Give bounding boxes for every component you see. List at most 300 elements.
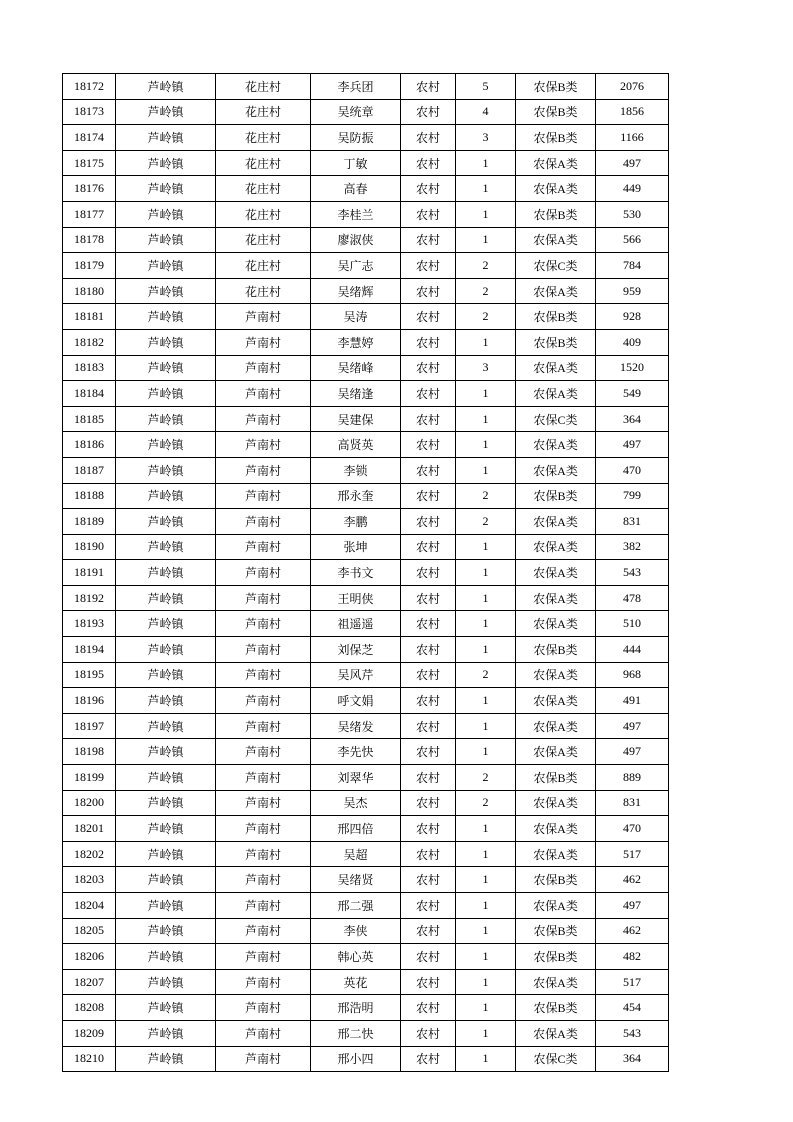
cell-category: 农保A类 [516, 688, 596, 714]
cell-village: 芦南村 [216, 867, 311, 893]
cell-count: 2 [456, 278, 516, 304]
cell-id: 18207 [63, 969, 116, 995]
cell-category: 农保A类 [516, 713, 596, 739]
cell-residence: 农村 [401, 841, 456, 867]
cell-id: 18197 [63, 713, 116, 739]
cell-village: 芦南村 [216, 483, 311, 509]
table-row [63, 150, 669, 176]
cell-amount: 364 [596, 406, 669, 432]
cell-village: 芦南村 [216, 713, 311, 739]
table-row [63, 304, 669, 330]
table-body [63, 74, 669, 1072]
cell-id: 18184 [63, 381, 116, 407]
cell-residence: 农村 [401, 662, 456, 688]
cell-residence: 农村 [401, 509, 456, 535]
cell-residence: 农村 [401, 176, 456, 202]
cell-count: 1 [456, 534, 516, 560]
cell-town: 芦岭镇 [116, 253, 216, 279]
cell-id: 18189 [63, 509, 116, 535]
cell-village: 芦南村 [216, 1020, 311, 1046]
table-row [63, 969, 669, 995]
cell-town: 芦岭镇 [116, 432, 216, 458]
cell-town: 芦岭镇 [116, 176, 216, 202]
cell-residence: 农村 [401, 585, 456, 611]
cell-amount: 497 [596, 150, 669, 176]
cell-amount: 1166 [596, 125, 669, 151]
cell-village: 芦南村 [216, 304, 311, 330]
cell-name: 吴绪发 [311, 713, 401, 739]
cell-town: 芦岭镇 [116, 457, 216, 483]
cell-amount: 497 [596, 432, 669, 458]
cell-id: 18208 [63, 995, 116, 1021]
table-row [63, 765, 669, 791]
cell-village: 芦南村 [216, 406, 311, 432]
cell-category: 农保A类 [516, 355, 596, 381]
cell-village: 芦南村 [216, 457, 311, 483]
cell-residence: 农村 [401, 304, 456, 330]
cell-category: 农保A类 [516, 227, 596, 253]
cell-amount: 1520 [596, 355, 669, 381]
cell-category: 农保B类 [516, 918, 596, 944]
cell-count: 2 [456, 509, 516, 535]
cell-village: 花庄村 [216, 125, 311, 151]
table-row [63, 611, 669, 637]
cell-id: 18199 [63, 765, 116, 791]
cell-category: 农保A类 [516, 457, 596, 483]
cell-category: 农保A类 [516, 585, 596, 611]
cell-town: 芦岭镇 [116, 150, 216, 176]
cell-name: 廖淑侠 [311, 227, 401, 253]
cell-residence: 农村 [401, 432, 456, 458]
cell-id: 18209 [63, 1020, 116, 1046]
cell-count: 3 [456, 355, 516, 381]
cell-residence: 农村 [401, 611, 456, 637]
cell-name: 吴绪逢 [311, 381, 401, 407]
cell-town: 芦岭镇 [116, 99, 216, 125]
cell-count: 5 [456, 74, 516, 100]
table-row [63, 893, 669, 919]
cell-amount: 831 [596, 790, 669, 816]
cell-town: 芦岭镇 [116, 509, 216, 535]
cell-residence: 农村 [401, 560, 456, 586]
cell-residence: 农村 [401, 99, 456, 125]
table-row [63, 560, 669, 586]
cell-category: 农保B类 [516, 329, 596, 355]
cell-village: 芦南村 [216, 662, 311, 688]
cell-category: 农保B类 [516, 483, 596, 509]
cell-name: 李锁 [311, 457, 401, 483]
cell-village: 芦南村 [216, 739, 311, 765]
table-row [63, 688, 669, 714]
cell-residence: 农村 [401, 278, 456, 304]
table-row [63, 355, 669, 381]
table-row [63, 637, 669, 663]
cell-count: 2 [456, 304, 516, 330]
cell-village: 花庄村 [216, 99, 311, 125]
cell-village: 芦南村 [216, 432, 311, 458]
cell-category: 农保A类 [516, 611, 596, 637]
cell-residence: 农村 [401, 534, 456, 560]
cell-residence: 农村 [401, 406, 456, 432]
cell-residence: 农村 [401, 688, 456, 714]
cell-town: 芦岭镇 [116, 790, 216, 816]
table-row [63, 201, 669, 227]
cell-town: 芦岭镇 [116, 765, 216, 791]
cell-count: 1 [456, 560, 516, 586]
cell-residence: 农村 [401, 944, 456, 970]
cell-id: 18176 [63, 176, 116, 202]
cell-amount: 491 [596, 688, 669, 714]
cell-category: 农保A类 [516, 841, 596, 867]
cell-amount: 409 [596, 329, 669, 355]
cell-name: 吴涛 [311, 304, 401, 330]
cell-village: 花庄村 [216, 227, 311, 253]
cell-town: 芦岭镇 [116, 585, 216, 611]
table-row [63, 1046, 669, 1072]
table-row [63, 74, 669, 100]
cell-category: 农保A类 [516, 560, 596, 586]
cell-category: 农保A类 [516, 1020, 596, 1046]
cell-name: 邢二快 [311, 1020, 401, 1046]
cell-count: 1 [456, 969, 516, 995]
cell-id: 18178 [63, 227, 116, 253]
cell-residence: 农村 [401, 125, 456, 151]
cell-residence: 农村 [401, 355, 456, 381]
cell-town: 芦岭镇 [116, 918, 216, 944]
cell-amount: 482 [596, 944, 669, 970]
cell-village: 芦南村 [216, 816, 311, 842]
cell-category: 农保A类 [516, 816, 596, 842]
table-row [63, 841, 669, 867]
cell-name: 李先快 [311, 739, 401, 765]
cell-residence: 农村 [401, 867, 456, 893]
cell-count: 1 [456, 816, 516, 842]
cell-name: 邢小四 [311, 1046, 401, 1072]
cell-id: 18200 [63, 790, 116, 816]
cell-name: 李兵团 [311, 74, 401, 100]
cell-category: 农保B类 [516, 74, 596, 100]
cell-village: 芦南村 [216, 969, 311, 995]
cell-town: 芦岭镇 [116, 381, 216, 407]
cell-amount: 470 [596, 457, 669, 483]
cell-village: 芦南村 [216, 611, 311, 637]
cell-amount: 517 [596, 841, 669, 867]
cell-residence: 农村 [401, 816, 456, 842]
table-row [63, 432, 669, 458]
cell-amount: 959 [596, 278, 669, 304]
cell-residence: 农村 [401, 995, 456, 1021]
cell-id: 18191 [63, 560, 116, 586]
cell-residence: 农村 [401, 74, 456, 100]
cell-amount: 497 [596, 893, 669, 919]
cell-id: 18196 [63, 688, 116, 714]
cell-village: 芦南村 [216, 534, 311, 560]
table-row [63, 99, 669, 125]
cell-name: 吴广志 [311, 253, 401, 279]
cell-town: 芦岭镇 [116, 867, 216, 893]
cell-name: 高贤英 [311, 432, 401, 458]
cell-amount: 517 [596, 969, 669, 995]
table-row [63, 713, 669, 739]
cell-amount: 449 [596, 176, 669, 202]
cell-id: 18172 [63, 74, 116, 100]
cell-name: 李书文 [311, 560, 401, 586]
cell-residence: 农村 [401, 765, 456, 791]
cell-id: 18194 [63, 637, 116, 663]
cell-village: 花庄村 [216, 176, 311, 202]
cell-amount: 510 [596, 611, 669, 637]
cell-category: 农保A类 [516, 739, 596, 765]
cell-id: 18202 [63, 841, 116, 867]
cell-village: 花庄村 [216, 201, 311, 227]
cell-village: 花庄村 [216, 278, 311, 304]
cell-count: 1 [456, 918, 516, 944]
cell-residence: 农村 [401, 969, 456, 995]
cell-id: 18188 [63, 483, 116, 509]
cell-name: 邢浩明 [311, 995, 401, 1021]
cell-amount: 968 [596, 662, 669, 688]
cell-name: 李侠 [311, 918, 401, 944]
cell-id: 18179 [63, 253, 116, 279]
cell-name: 邢四倍 [311, 816, 401, 842]
cell-category: 农保A类 [516, 893, 596, 919]
table-row [63, 278, 669, 304]
cell-count: 1 [456, 227, 516, 253]
cell-name: 吴绪峰 [311, 355, 401, 381]
cell-town: 芦岭镇 [116, 893, 216, 919]
cell-name: 呼文娟 [311, 688, 401, 714]
table-row [63, 125, 669, 151]
table-row [63, 176, 669, 202]
cell-village: 芦南村 [216, 509, 311, 535]
cell-amount: 889 [596, 765, 669, 791]
cell-count: 1 [456, 944, 516, 970]
cell-count: 1 [456, 406, 516, 432]
table-row [63, 534, 669, 560]
cell-category: 农保B类 [516, 765, 596, 791]
table-row [63, 739, 669, 765]
cell-residence: 农村 [401, 253, 456, 279]
cell-amount: 1856 [596, 99, 669, 125]
cell-id: 18174 [63, 125, 116, 151]
table-row [63, 995, 669, 1021]
cell-count: 1 [456, 893, 516, 919]
cell-residence: 农村 [401, 713, 456, 739]
cell-amount: 364 [596, 1046, 669, 1072]
cell-town: 芦岭镇 [116, 227, 216, 253]
cell-village: 花庄村 [216, 150, 311, 176]
cell-count: 1 [456, 995, 516, 1021]
cell-count: 1 [456, 150, 516, 176]
cell-town: 芦岭镇 [116, 1020, 216, 1046]
cell-amount: 784 [596, 253, 669, 279]
cell-village: 芦南村 [216, 841, 311, 867]
cell-residence: 农村 [401, 739, 456, 765]
cell-category: 农保A类 [516, 176, 596, 202]
table-row [63, 253, 669, 279]
cell-id: 18175 [63, 150, 116, 176]
cell-amount: 462 [596, 918, 669, 944]
cell-id: 18181 [63, 304, 116, 330]
cell-village: 花庄村 [216, 74, 311, 100]
table-row [63, 662, 669, 688]
cell-residence: 农村 [401, 201, 456, 227]
cell-village: 芦南村 [216, 637, 311, 663]
cell-village: 芦南村 [216, 329, 311, 355]
cell-category: 农保B类 [516, 995, 596, 1021]
cell-village: 芦南村 [216, 1046, 311, 1072]
cell-amount: 566 [596, 227, 669, 253]
table-row [63, 457, 669, 483]
cell-name: 张坤 [311, 534, 401, 560]
cell-category: 农保A类 [516, 790, 596, 816]
cell-id: 18192 [63, 585, 116, 611]
cell-town: 芦岭镇 [116, 841, 216, 867]
cell-count: 2 [456, 662, 516, 688]
cell-village: 花庄村 [216, 253, 311, 279]
cell-name: 李鹏 [311, 509, 401, 535]
cell-town: 芦岭镇 [116, 534, 216, 560]
cell-name: 吴统章 [311, 99, 401, 125]
cell-town: 芦岭镇 [116, 201, 216, 227]
table-row [63, 790, 669, 816]
cell-name: 吴杰 [311, 790, 401, 816]
cell-town: 芦岭镇 [116, 74, 216, 100]
cell-town: 芦岭镇 [116, 637, 216, 663]
cell-town: 芦岭镇 [116, 713, 216, 739]
cell-village: 芦南村 [216, 355, 311, 381]
cell-town: 芦岭镇 [116, 611, 216, 637]
cell-name: 李慧婷 [311, 329, 401, 355]
table-row [63, 1020, 669, 1046]
cell-town: 芦岭镇 [116, 1046, 216, 1072]
cell-residence: 农村 [401, 483, 456, 509]
cell-amount: 478 [596, 585, 669, 611]
cell-count: 2 [456, 790, 516, 816]
cell-id: 18195 [63, 662, 116, 688]
cell-village: 芦南村 [216, 765, 311, 791]
cell-id: 18190 [63, 534, 116, 560]
cell-name: 丁敏 [311, 150, 401, 176]
cell-amount: 799 [596, 483, 669, 509]
cell-category: 农保C类 [516, 1046, 596, 1072]
cell-town: 芦岭镇 [116, 560, 216, 586]
cell-id: 18187 [63, 457, 116, 483]
cell-count: 1 [456, 739, 516, 765]
cell-category: 农保A类 [516, 509, 596, 535]
cell-amount: 549 [596, 381, 669, 407]
cell-name: 吴绪贤 [311, 867, 401, 893]
cell-amount: 831 [596, 509, 669, 535]
cell-residence: 农村 [401, 637, 456, 663]
cell-town: 芦岭镇 [116, 329, 216, 355]
table-row [63, 406, 669, 432]
cell-name: 刘翠华 [311, 765, 401, 791]
cell-count: 1 [456, 1046, 516, 1072]
cell-id: 18203 [63, 867, 116, 893]
cell-id: 18173 [63, 99, 116, 125]
cell-count: 1 [456, 329, 516, 355]
cell-town: 芦岭镇 [116, 662, 216, 688]
beneficiary-table [62, 73, 669, 1072]
table-row [63, 816, 669, 842]
cell-name: 邢二强 [311, 893, 401, 919]
cell-town: 芦岭镇 [116, 125, 216, 151]
cell-town: 芦岭镇 [116, 995, 216, 1021]
cell-amount: 2076 [596, 74, 669, 100]
cell-category: 农保A类 [516, 662, 596, 688]
cell-id: 18204 [63, 893, 116, 919]
cell-town: 芦岭镇 [116, 355, 216, 381]
cell-name: 吴建保 [311, 406, 401, 432]
table-row [63, 918, 669, 944]
cell-village: 芦南村 [216, 944, 311, 970]
cell-amount: 928 [596, 304, 669, 330]
cell-id: 18201 [63, 816, 116, 842]
cell-category: 农保A类 [516, 278, 596, 304]
cell-count: 1 [456, 867, 516, 893]
cell-town: 芦岭镇 [116, 944, 216, 970]
cell-count: 1 [456, 432, 516, 458]
cell-town: 芦岭镇 [116, 483, 216, 509]
cell-town: 芦岭镇 [116, 278, 216, 304]
cell-count: 1 [456, 1020, 516, 1046]
cell-residence: 农村 [401, 457, 456, 483]
cell-count: 1 [456, 201, 516, 227]
cell-amount: 382 [596, 534, 669, 560]
cell-count: 1 [456, 841, 516, 867]
cell-id: 18198 [63, 739, 116, 765]
cell-category: 农保B类 [516, 637, 596, 663]
cell-count: 4 [456, 99, 516, 125]
cell-residence: 农村 [401, 790, 456, 816]
cell-village: 芦南村 [216, 585, 311, 611]
cell-amount: 497 [596, 739, 669, 765]
cell-id: 18182 [63, 329, 116, 355]
cell-residence: 农村 [401, 1046, 456, 1072]
cell-category: 农保B类 [516, 867, 596, 893]
cell-count: 1 [456, 381, 516, 407]
cell-residence: 农村 [401, 381, 456, 407]
cell-id: 18210 [63, 1046, 116, 1072]
cell-category: 农保A类 [516, 432, 596, 458]
cell-residence: 农村 [401, 150, 456, 176]
cell-amount: 543 [596, 560, 669, 586]
cell-town: 芦岭镇 [116, 304, 216, 330]
cell-category: 农保B类 [516, 304, 596, 330]
cell-town: 芦岭镇 [116, 816, 216, 842]
cell-category: 农保B类 [516, 944, 596, 970]
cell-id: 18183 [63, 355, 116, 381]
cell-id: 18177 [63, 201, 116, 227]
cell-count: 1 [456, 637, 516, 663]
cell-amount: 444 [596, 637, 669, 663]
cell-name: 吴绪辉 [311, 278, 401, 304]
cell-count: 2 [456, 483, 516, 509]
table-row [63, 381, 669, 407]
cell-amount: 462 [596, 867, 669, 893]
cell-category: 农保C类 [516, 253, 596, 279]
cell-village: 芦南村 [216, 918, 311, 944]
cell-category: 农保B类 [516, 99, 596, 125]
table-row [63, 585, 669, 611]
cell-amount: 470 [596, 816, 669, 842]
cell-name: 高春 [311, 176, 401, 202]
table-row [63, 329, 669, 355]
cell-town: 芦岭镇 [116, 969, 216, 995]
cell-village: 芦南村 [216, 995, 311, 1021]
cell-count: 1 [456, 457, 516, 483]
